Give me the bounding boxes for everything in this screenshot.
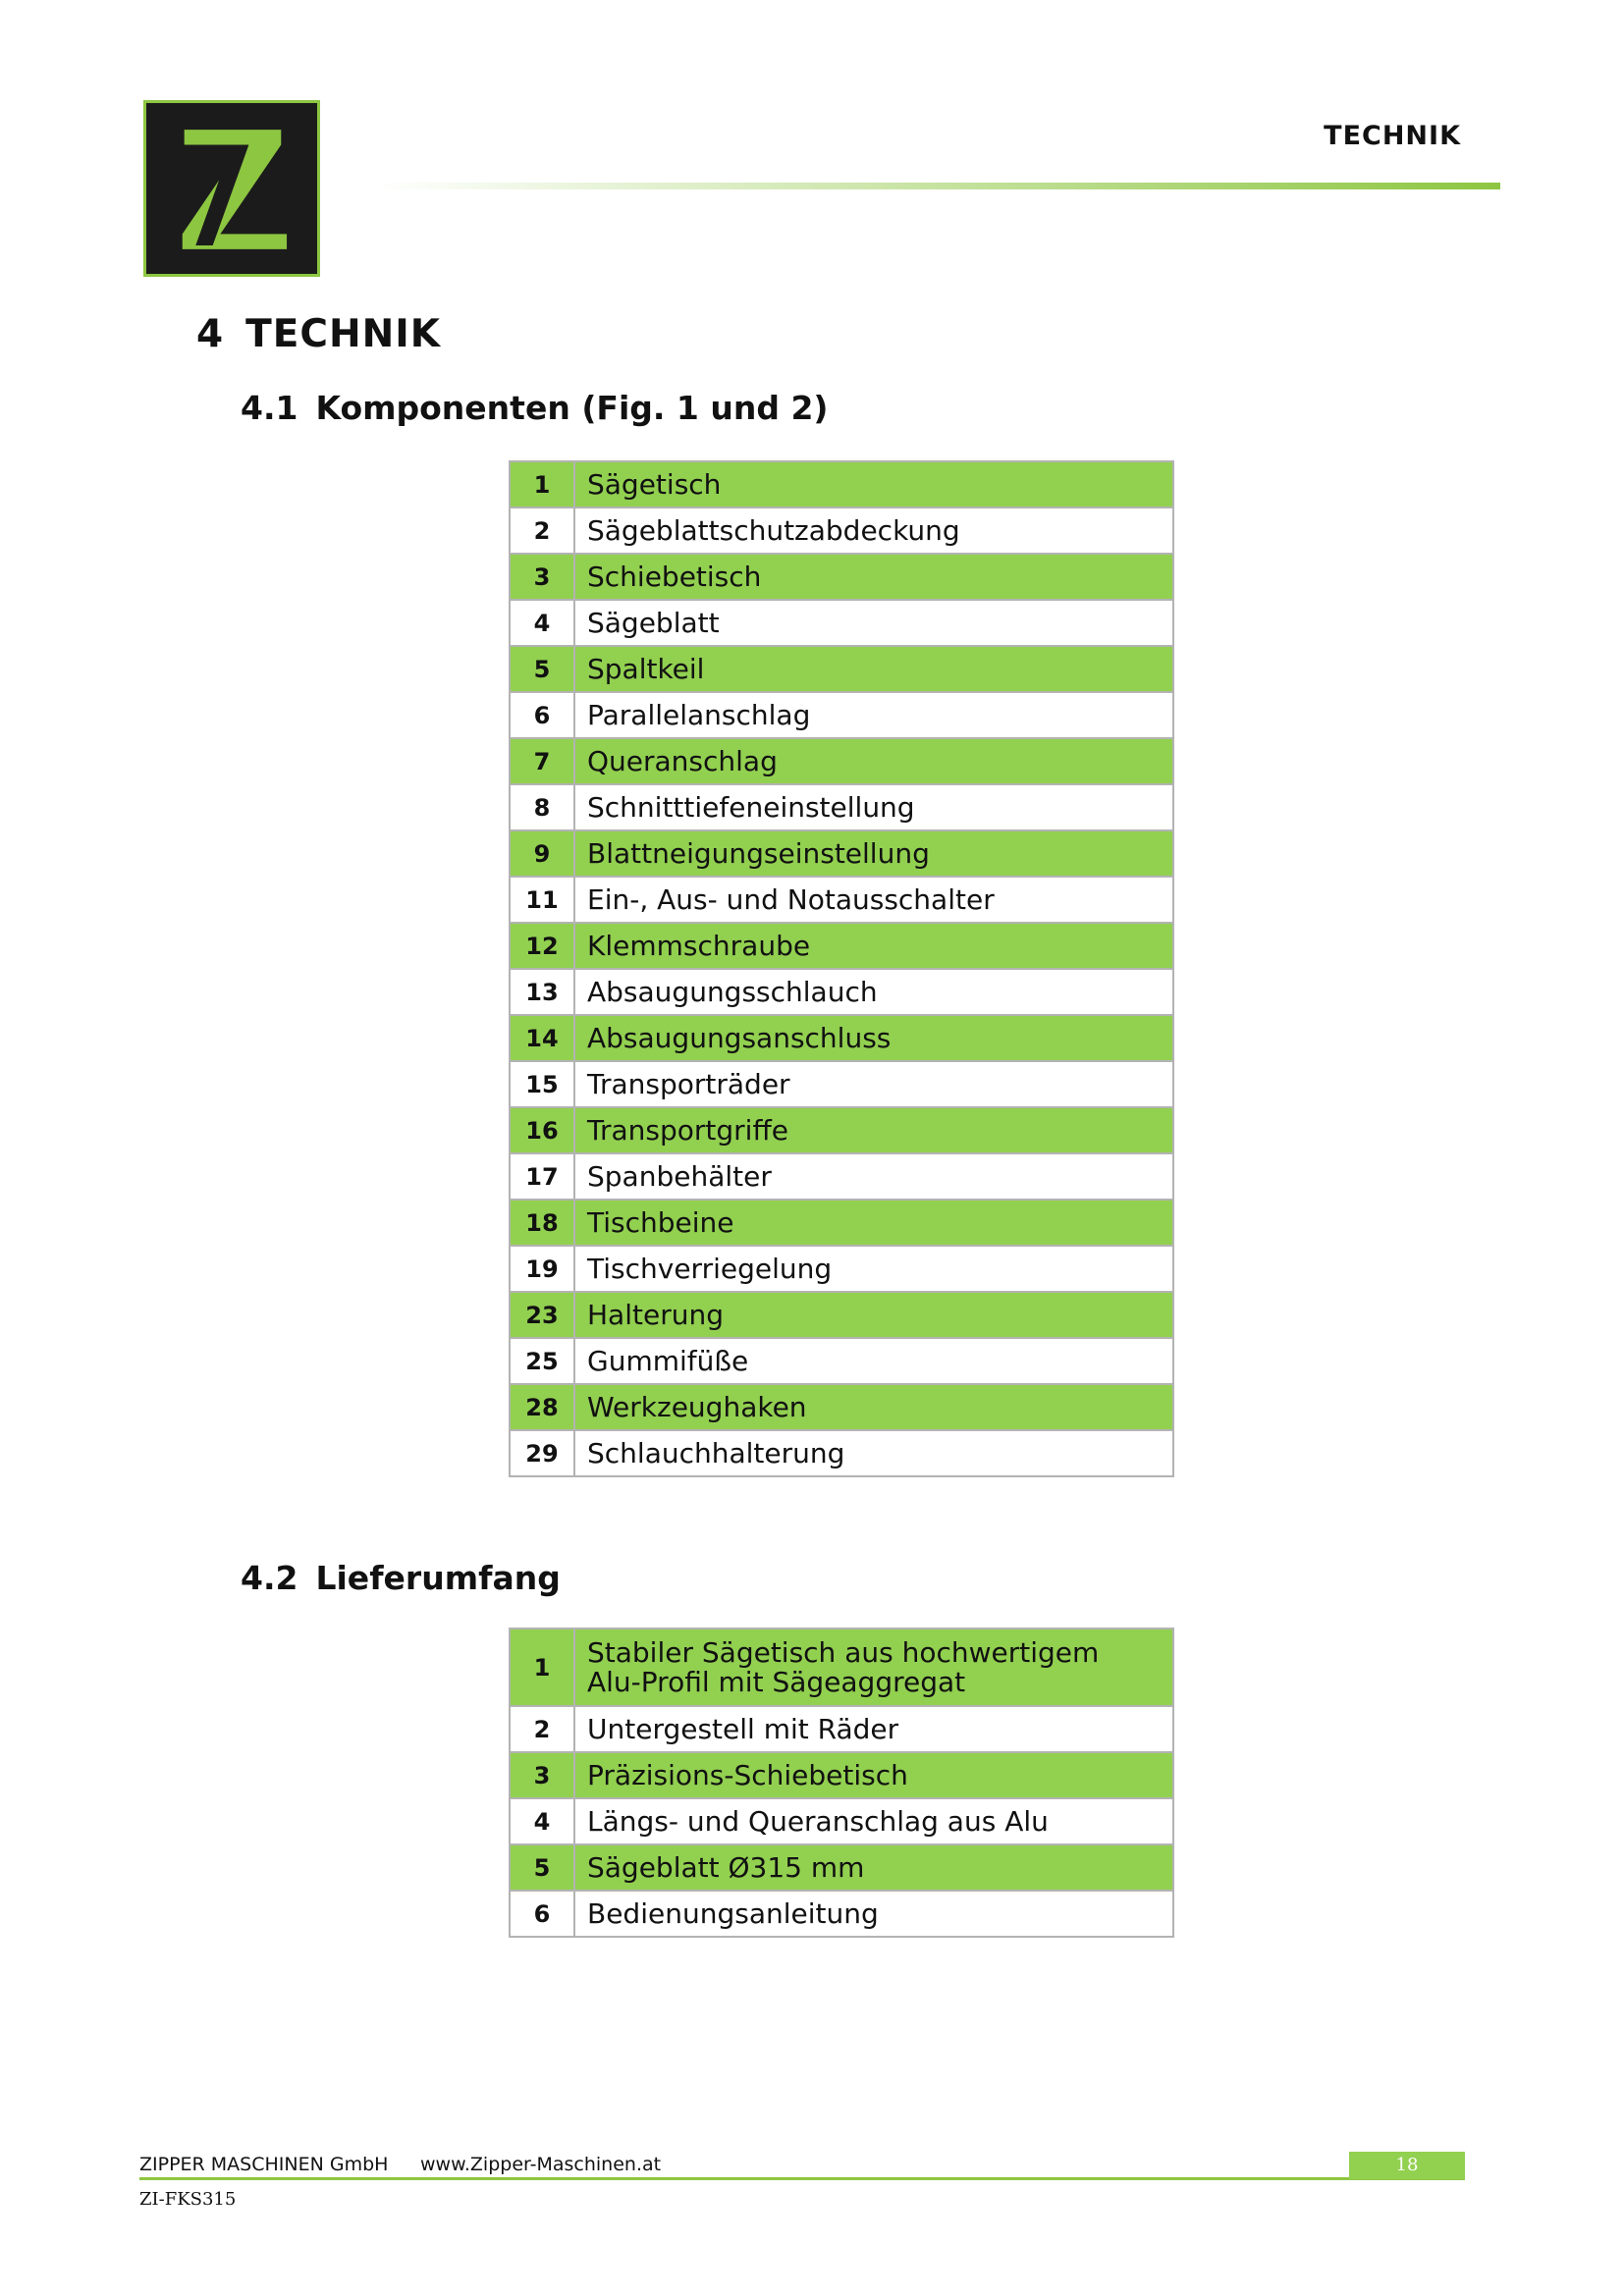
table-row bbox=[510, 1153, 1173, 1200]
item-label: Sägetisch bbox=[574, 461, 1173, 507]
table-row bbox=[510, 1246, 1173, 1292]
item-number: 1 bbox=[510, 1629, 574, 1706]
section-title: TECHNIK bbox=[245, 312, 442, 356]
item-number: 19 bbox=[510, 1246, 574, 1292]
table-row bbox=[510, 1629, 1173, 1706]
table-row bbox=[510, 969, 1173, 1015]
table-row bbox=[510, 1844, 1173, 1891]
table-row bbox=[510, 784, 1173, 830]
table-row bbox=[510, 830, 1173, 877]
table-row bbox=[510, 738, 1173, 784]
components-table bbox=[509, 460, 1174, 1477]
item-number: 17 bbox=[510, 1153, 574, 1200]
table-row bbox=[510, 1798, 1173, 1844]
item-label: Sägeblattschutzabdeckung bbox=[574, 507, 1173, 554]
z-logo-icon bbox=[146, 103, 317, 274]
table-row bbox=[510, 461, 1173, 507]
item-number: 3 bbox=[510, 1752, 574, 1798]
item-number: 29 bbox=[510, 1430, 574, 1476]
item-number: 7 bbox=[510, 738, 574, 784]
item-number: 16 bbox=[510, 1107, 574, 1153]
item-number: 12 bbox=[510, 923, 574, 969]
item-label: Absaugungsschlauch bbox=[574, 969, 1173, 1015]
table-row bbox=[510, 507, 1173, 554]
item-label: Gummifüße bbox=[574, 1338, 1173, 1384]
item-number: 2 bbox=[510, 507, 574, 554]
item-label: Schnitttiefeneinstellung bbox=[574, 784, 1173, 830]
item-label: Präzisions-Schiebetisch bbox=[574, 1752, 1173, 1798]
item-label: Bedienungsanleitung bbox=[574, 1891, 1173, 1937]
header-section-label: TECHNIK bbox=[1324, 121, 1461, 151]
item-label: Spanbehälter bbox=[574, 1153, 1173, 1200]
item-label: Tischbeine bbox=[574, 1200, 1173, 1246]
item-number: 5 bbox=[510, 1844, 574, 1891]
item-label: Tischverriegelung bbox=[574, 1246, 1173, 1292]
components-number: 4.1 bbox=[241, 389, 298, 427]
table-row bbox=[510, 1107, 1173, 1153]
table-row bbox=[510, 646, 1173, 692]
item-label: Längs- und Queranschlag aus Alu bbox=[574, 1798, 1173, 1844]
components-title: Komponenten (Fig. 1 und 2) bbox=[315, 389, 829, 427]
item-label: Schiebetisch bbox=[574, 554, 1173, 600]
item-number: 28 bbox=[510, 1384, 574, 1430]
delivery-title: Lieferumfang bbox=[315, 1559, 561, 1597]
item-label: Stabiler Sägetisch aus hochwertigem Alu-Profil mit Sägeaggregat bbox=[574, 1629, 1173, 1706]
components-heading bbox=[241, 389, 829, 427]
delivery-table bbox=[509, 1628, 1174, 1938]
item-number: 18 bbox=[510, 1200, 574, 1246]
item-label: Ein-, Aus- und Notausschalter bbox=[574, 877, 1173, 923]
delivery-number: 4.2 bbox=[241, 1559, 298, 1597]
item-label: Halterung bbox=[574, 1292, 1173, 1338]
table-row bbox=[510, 1292, 1173, 1338]
item-number: 4 bbox=[510, 600, 574, 646]
item-number: 9 bbox=[510, 830, 574, 877]
table-row bbox=[510, 1061, 1173, 1107]
table-row bbox=[510, 692, 1173, 738]
item-label: Untergestell mit Räder bbox=[574, 1706, 1173, 1752]
item-number: 23 bbox=[510, 1292, 574, 1338]
item-label: Klemmschraube bbox=[574, 923, 1173, 969]
item-label: Parallelanschlag bbox=[574, 692, 1173, 738]
item-label: Absaugungsanschluss bbox=[574, 1015, 1173, 1061]
table-row bbox=[510, 1384, 1173, 1430]
item-number: 6 bbox=[510, 1891, 574, 1937]
item-number: 2 bbox=[510, 1706, 574, 1752]
item-label: Schlauchhalterung bbox=[574, 1430, 1173, 1476]
table-row bbox=[510, 1706, 1173, 1752]
footer-rule bbox=[139, 2177, 1465, 2180]
table-row bbox=[510, 1200, 1173, 1246]
document-code: ZI-FKS315 bbox=[139, 2189, 237, 2210]
section-number: 4 bbox=[196, 312, 225, 356]
item-label: Blattneigungseinstellung bbox=[574, 830, 1173, 877]
item-number: 13 bbox=[510, 969, 574, 1015]
delivery-heading bbox=[241, 1559, 561, 1597]
item-label: Werkzeughaken bbox=[574, 1384, 1173, 1430]
table-row bbox=[510, 1752, 1173, 1798]
item-label: Transportgriffe bbox=[574, 1107, 1173, 1153]
item-number: 11 bbox=[510, 877, 574, 923]
table-row bbox=[510, 923, 1173, 969]
table-row bbox=[510, 600, 1173, 646]
item-number: 8 bbox=[510, 784, 574, 830]
item-label: Sägeblatt bbox=[574, 600, 1173, 646]
page-number: 18 bbox=[1349, 2152, 1465, 2179]
item-number: 25 bbox=[510, 1338, 574, 1384]
footer-company: ZIPPER MASCHINEN GmbH bbox=[139, 2154, 389, 2175]
company-logo bbox=[143, 100, 320, 277]
item-number: 15 bbox=[510, 1061, 574, 1107]
table-row bbox=[510, 1338, 1173, 1384]
section-heading bbox=[196, 312, 441, 356]
item-number: 6 bbox=[510, 692, 574, 738]
item-label: Queranschlag bbox=[574, 738, 1173, 784]
table-row bbox=[510, 1015, 1173, 1061]
item-label: Spaltkeil bbox=[574, 646, 1173, 692]
table-row bbox=[510, 554, 1173, 600]
item-number: 1 bbox=[510, 461, 574, 507]
item-label: Sägeblatt Ø315 mm bbox=[574, 1844, 1173, 1891]
item-label: Transporträder bbox=[574, 1061, 1173, 1107]
header-rule bbox=[373, 183, 1500, 189]
item-number: 14 bbox=[510, 1015, 574, 1061]
table-row bbox=[510, 877, 1173, 923]
item-number: 3 bbox=[510, 554, 574, 600]
item-number: 5 bbox=[510, 646, 574, 692]
footer-website-link[interactable]: www.Zipper-Maschinen.at bbox=[420, 2154, 662, 2175]
item-number: 4 bbox=[510, 1798, 574, 1844]
table-row bbox=[510, 1891, 1173, 1937]
table-row bbox=[510, 1430, 1173, 1476]
